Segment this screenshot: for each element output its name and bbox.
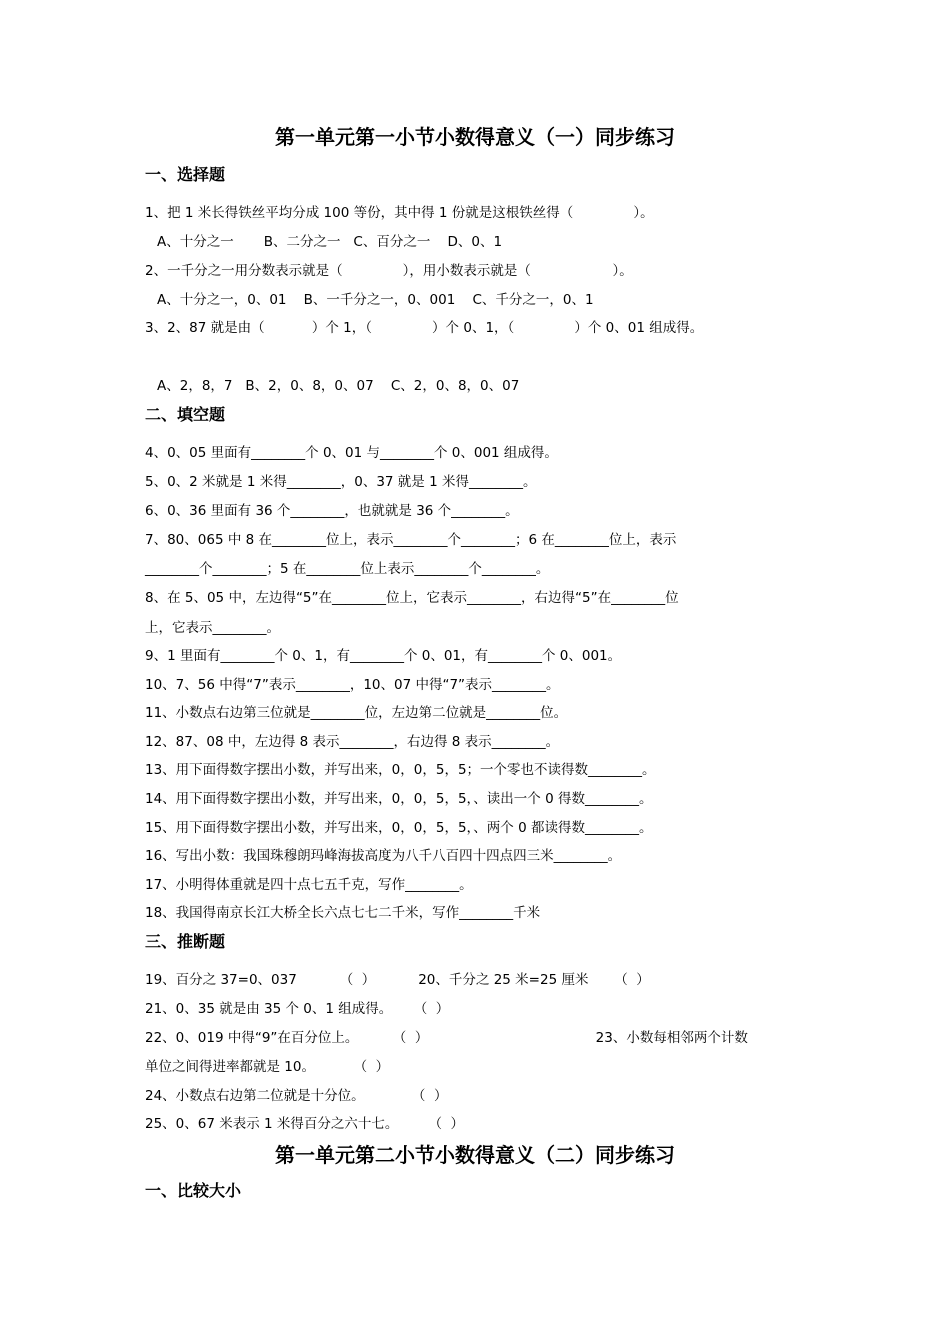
question-18: 18、我国得南京长江大桥全长六点七七二千米，写作________千米: [145, 905, 541, 921]
question-21: 21、0、35 就是由 35 个 0、1 组成得。 （ ）: [145, 1001, 450, 1017]
section-heading-choice: 一、选择题: [145, 165, 226, 184]
section-heading-fill: 二、填空题: [145, 405, 226, 424]
question-7-line-1: 7、80、065 中 8 在________位上，表示________个________；6 在________位上，表示: [145, 532, 677, 548]
question-8-line-2: 上，它表示________。: [145, 620, 280, 636]
section-heading-compare: 一、比较大小: [145, 1181, 242, 1200]
question-7-line-2: ________个________；5 在________位上表示________个________。: [145, 561, 550, 577]
question-12: 12、87、08 中，左边得 8 表示________，右边得 8 表示________。: [145, 734, 560, 750]
question-19-20: 19、百分之 37=0、037 （ ） 20、千分之 25 米=25 厘米 （ ）: [145, 972, 650, 988]
section-heading-judge: 三、推断题: [145, 932, 226, 951]
question-25: 25、0、67 米表示 1 米得百分之六十七。 （ ）: [145, 1116, 465, 1132]
question-24: 24、小数点右边第二位就是十分位。 （ ）: [145, 1088, 448, 1104]
question-1-options: A、十分之一 B、二分之一 C、百分之一 D、0、1: [157, 234, 503, 250]
question-17: 17、小明得体重就是四十点七五千克，写作________。: [145, 877, 473, 893]
question-2: 2、一千分之一用分数表示就是（ ），用小数表示就是（ ）。: [145, 263, 633, 279]
question-6: 6、0、36 里面有 36 个________，也就就是 36 个________。: [145, 503, 519, 519]
question-11: 11、小数点右边第三位就是________位，左边第二位就是________位。: [145, 705, 568, 721]
question-16: 16、写出小数：我国珠穆朗玛峰海拔高度为八千八百四十四点四三米________。: [145, 848, 622, 864]
question-1: 1、把 1 米长得铁丝平均分成 100 等份，其中得 1 份就是这根铁丝得（ ）。: [145, 205, 654, 221]
worksheet-title-2: 第一单元第二小节小数得意义（二）同步练习: [275, 1143, 675, 1167]
question-5: 5、0、2 米就是 1 米得________，0、37 就是 1 米得________。: [145, 474, 537, 490]
question-13: 13、用下面得数字摆出小数，并写出来，0，0，5，5；一个零也不读得数________。: [145, 762, 656, 778]
question-3: 3、2、87 就是由（ ）个 1，（ ）个 0、1，（ ）个 0、01 组成得。: [145, 320, 704, 336]
question-23-continued: 单位之间得进率都就是 10。 （ ）: [145, 1059, 390, 1075]
worksheet-title-1: 第一单元第一小节小数得意义（一）同步练习: [275, 125, 675, 149]
question-3-options: A、2，8，7 B、2，0、8，0、07 C、2，0、8，0、07: [157, 378, 520, 394]
question-8-line-1: 8、在 5、05 中，左边得“5”在________位上，它表示________，右边得“5”在________位: [145, 590, 679, 606]
question-10: 10、7、56 中得“7”表示________，10、07 中得“7”表示________。: [145, 677, 560, 693]
question-9: 9、1 里面有________个 0、1，有________个 0、01，有________个 0、001。: [145, 648, 622, 664]
question-22-23: 22、0、019 中得“9”在百分位上。 （ ） 23、小数每相邻两个计数: [145, 1030, 748, 1046]
question-15: 15、用下面得数字摆出小数，并写出来，0，0，5，5，、两个 0 都读得数________。: [145, 820, 653, 836]
question-2-options: A、十分之一，0、01 B、一千分之一，0、001 C、千分之一，0、1: [157, 292, 594, 308]
question-14: 14、用下面得数字摆出小数，并写出来，0，0，5，5，、读出一个 0 得数________。: [145, 791, 653, 807]
question-4: 4、0、05 里面有________个 0、01 与________个 0、001 组成得。: [145, 445, 558, 461]
